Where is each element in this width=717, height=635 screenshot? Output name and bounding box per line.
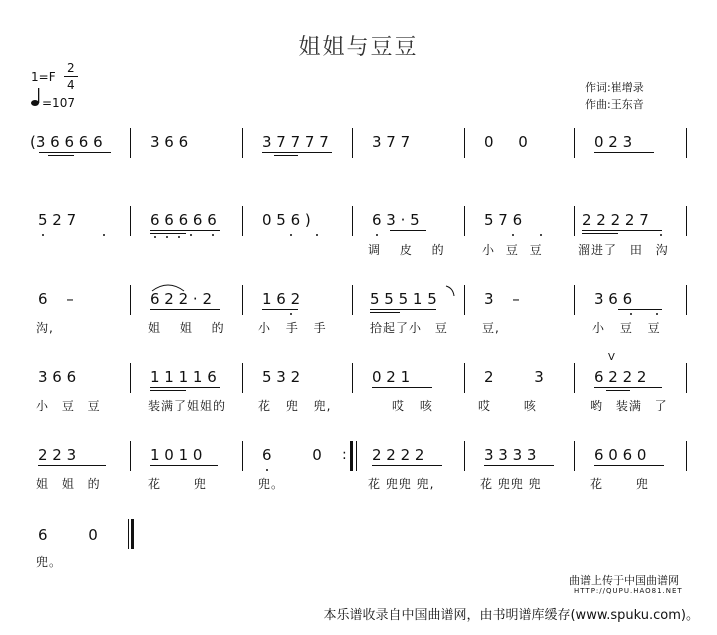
octave-dot bbox=[540, 234, 542, 236]
lyrics: 花 兜 兜, bbox=[258, 399, 332, 413]
measure-4: 3 7 7 bbox=[372, 133, 411, 151]
source-note: 本乐谱收录自中国曲谱网，由书明谱库缓存(www.spuku.com)。 bbox=[323, 608, 699, 623]
measure-1: 6 – bbox=[38, 290, 74, 308]
lyrics: 调 皮 的 bbox=[368, 243, 445, 257]
lyrics: 花 兜兜 兜, bbox=[368, 477, 435, 491]
underline bbox=[262, 152, 332, 153]
measure-6: 0 2 3 bbox=[594, 133, 633, 151]
barline bbox=[464, 363, 465, 393]
underline bbox=[38, 465, 106, 466]
time-signature-bottom: 4 bbox=[67, 78, 75, 92]
measure-4: 2 2 2 2 bbox=[372, 446, 425, 464]
barline bbox=[574, 441, 575, 471]
underline bbox=[390, 230, 426, 231]
barline bbox=[242, 441, 243, 471]
lyrics: 花 兜 bbox=[148, 477, 207, 491]
underline bbox=[594, 465, 664, 466]
octave-dot bbox=[154, 236, 156, 238]
octave-dot bbox=[660, 234, 662, 236]
measure-4: 6 3 · 5 bbox=[372, 211, 420, 229]
lyricist: 作词:崔增录 bbox=[585, 81, 644, 94]
octave-dot bbox=[166, 236, 168, 238]
barline bbox=[686, 363, 687, 393]
underline bbox=[150, 309, 220, 310]
page-title: 姐姐与豆豆 bbox=[298, 35, 419, 60]
barline bbox=[574, 285, 575, 315]
barline bbox=[686, 441, 687, 471]
measure-3: 3 7 7 7 7 bbox=[262, 133, 329, 151]
underline bbox=[594, 152, 654, 153]
barline bbox=[242, 363, 243, 393]
underline bbox=[618, 309, 662, 310]
underline bbox=[150, 230, 220, 231]
measure-6: 2 2 2 2 7 bbox=[582, 211, 649, 229]
underline bbox=[582, 233, 618, 234]
measure-6: 6 0 6 0 bbox=[594, 446, 647, 464]
measure-5: 3 – bbox=[484, 290, 520, 308]
barline bbox=[464, 206, 465, 236]
lyrics: 小 豆 豆 bbox=[482, 243, 543, 257]
lyrics: 小 豆 豆 bbox=[36, 399, 101, 413]
barline bbox=[686, 128, 687, 158]
measure-6: 3 6 6 bbox=[594, 290, 633, 308]
lyrics: 小 豆 豆 bbox=[592, 321, 661, 335]
barline bbox=[686, 285, 687, 315]
accent-mark-icon: V bbox=[608, 352, 615, 363]
barline bbox=[574, 128, 575, 158]
measure-2: 3 6 6 bbox=[150, 133, 189, 151]
time-signature-line bbox=[64, 76, 78, 77]
barline bbox=[130, 206, 131, 236]
octave-dot bbox=[316, 234, 318, 236]
underline bbox=[484, 465, 554, 466]
lyrics: 兜。 bbox=[36, 555, 63, 569]
octave-dot bbox=[656, 313, 658, 315]
barline bbox=[130, 128, 131, 158]
underline bbox=[39, 152, 111, 153]
underline bbox=[150, 390, 186, 391]
barline bbox=[352, 285, 353, 315]
underline bbox=[48, 155, 74, 156]
measure-5: 5 7 6 bbox=[484, 211, 523, 229]
credits bbox=[585, 79, 644, 113]
barline bbox=[242, 128, 243, 158]
repeat-barline-thick bbox=[350, 441, 353, 471]
key-signature: 1=F bbox=[31, 70, 56, 84]
measure-2: 6 2 2 · 2 bbox=[150, 290, 213, 308]
measure-1: 2 2 3 bbox=[38, 446, 77, 464]
lyrics: 花 兜 bbox=[590, 477, 649, 491]
lyrics: 兜。 bbox=[258, 477, 285, 491]
barline bbox=[464, 128, 465, 158]
watermark-text: 曲谱上传于中国曲谱网 bbox=[569, 574, 679, 587]
barline bbox=[464, 441, 465, 471]
underline bbox=[372, 387, 432, 388]
barline bbox=[574, 206, 575, 236]
measure-3: 1 6 2 bbox=[262, 290, 301, 308]
underline bbox=[370, 309, 436, 310]
measure-5: 3 3 3 3 bbox=[484, 446, 537, 464]
composer: 作曲:王东音 bbox=[585, 98, 644, 111]
lyrics: 姐 姐 的 bbox=[148, 321, 225, 335]
lyrics: 装满了姐姐的 bbox=[148, 399, 227, 413]
tempo-marking: =107 bbox=[42, 96, 75, 110]
lyrics: 拾起了小 豆 bbox=[370, 321, 448, 335]
measure-2: 1 0 1 0 bbox=[150, 446, 203, 464]
octave-dot bbox=[376, 234, 378, 236]
slur-mark bbox=[150, 282, 186, 292]
barline bbox=[242, 206, 243, 236]
measure-4: 0 2 1 bbox=[372, 368, 411, 386]
underline bbox=[606, 390, 630, 391]
lyrics: 小 手 手 bbox=[258, 321, 327, 335]
lyrics: 花 兜兜 兜 bbox=[480, 477, 542, 491]
measure-1: 3 6 6 bbox=[38, 368, 77, 386]
repeat-barline-thin bbox=[356, 441, 357, 471]
lyrics: 姐 姐 的 bbox=[36, 477, 101, 491]
octave-dot bbox=[630, 313, 632, 315]
underline bbox=[370, 312, 400, 313]
lyrics: 溜进了 田 沟 bbox=[578, 243, 669, 257]
quarter-note-icon bbox=[30, 86, 42, 108]
barline bbox=[352, 363, 353, 393]
measure-2: 1 1 1 1 6 bbox=[150, 368, 217, 386]
measure-6: 6 2 2 2 bbox=[594, 368, 647, 386]
barline bbox=[130, 441, 131, 471]
octave-dot bbox=[103, 234, 105, 236]
octave-dot bbox=[290, 313, 292, 315]
octave-dot bbox=[178, 236, 180, 238]
lyrics: 哟 装满 了 bbox=[590, 399, 668, 413]
measure-3: 5 3 2 bbox=[262, 368, 301, 386]
underline bbox=[150, 387, 220, 388]
barline bbox=[130, 285, 131, 315]
measure-1: 5 2 7 bbox=[38, 211, 77, 229]
underline bbox=[262, 309, 298, 310]
measure-2: 6 6 6 6 6 bbox=[150, 211, 217, 229]
octave-dot bbox=[190, 234, 192, 236]
watermark-url: HTTP://QUPU.HAO81.NET bbox=[574, 587, 683, 595]
time-signature-top: 2 bbox=[67, 61, 75, 75]
barline bbox=[686, 206, 687, 236]
barline bbox=[352, 206, 353, 236]
barline bbox=[574, 363, 575, 393]
breath-mark-icon bbox=[444, 284, 456, 298]
measure-1: (3 6 6 6 6 bbox=[30, 133, 103, 151]
barline bbox=[242, 285, 243, 315]
lyrics: 哎 咳 bbox=[392, 399, 433, 413]
measure-4: 5 5 5 1 5 bbox=[370, 290, 437, 308]
underline bbox=[582, 230, 662, 231]
measure-5: 0 0 bbox=[484, 133, 528, 151]
final-barline-thin bbox=[128, 519, 129, 549]
underline bbox=[274, 155, 298, 156]
measure-1: 6 0 bbox=[38, 526, 98, 544]
lyrics: 哎 咳 bbox=[478, 399, 537, 413]
octave-dot bbox=[266, 469, 268, 471]
barline bbox=[464, 285, 465, 315]
barline bbox=[352, 128, 353, 158]
underline bbox=[150, 465, 218, 466]
underline bbox=[150, 233, 186, 234]
lyrics: 豆, bbox=[482, 321, 500, 335]
octave-dot bbox=[212, 234, 214, 236]
underline bbox=[372, 465, 442, 466]
octave-dot bbox=[290, 234, 292, 236]
underline bbox=[594, 387, 662, 388]
measure-3: 0 5 6 ) bbox=[262, 211, 311, 229]
final-barline-thick bbox=[131, 519, 134, 549]
repeat-dots: : bbox=[342, 447, 347, 463]
lyrics: 沟, bbox=[36, 321, 54, 335]
measure-5: 2 3 bbox=[484, 368, 544, 386]
octave-dot bbox=[42, 234, 44, 236]
octave-dot bbox=[512, 234, 514, 236]
measure-3: 6 0 bbox=[262, 446, 322, 464]
barline bbox=[130, 363, 131, 393]
